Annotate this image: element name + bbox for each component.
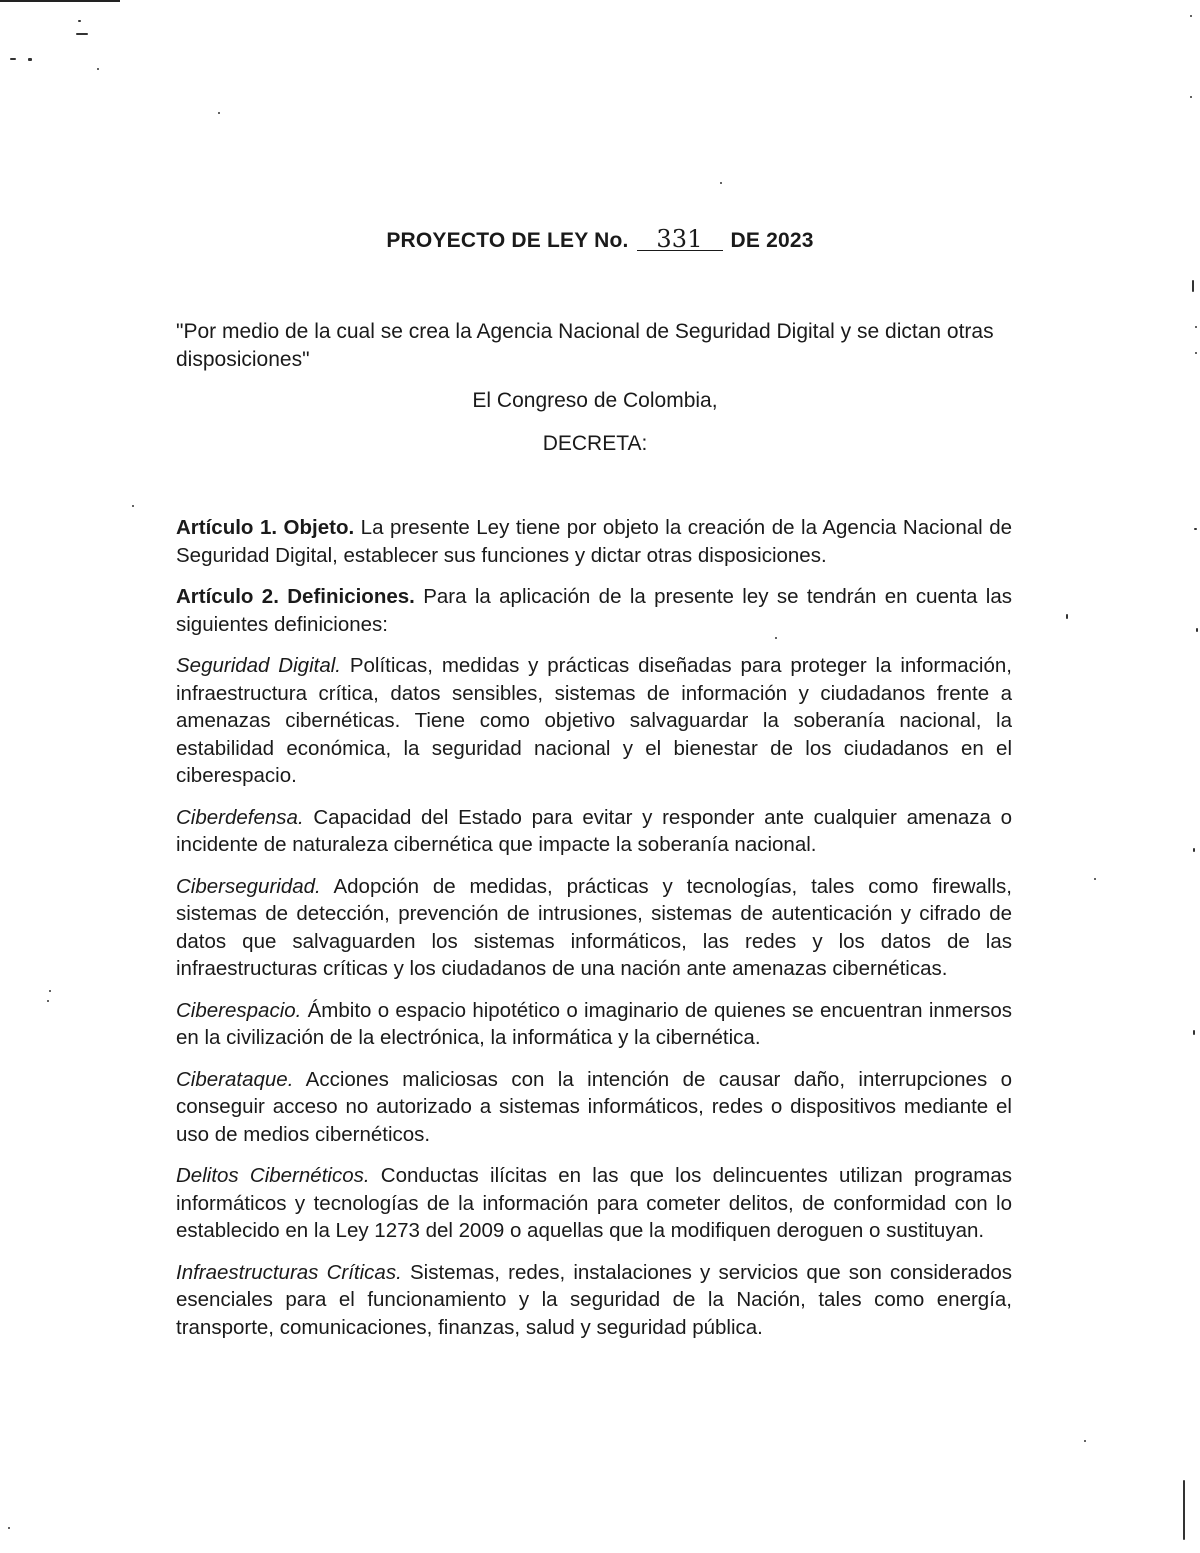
body-paragraph (176, 652, 1012, 790)
scan-speck (78, 20, 81, 22)
scan-speck (49, 990, 51, 992)
definition-term: Infraestructuras Críticas. (176, 1260, 402, 1284)
bill-body (176, 514, 1012, 1355)
definition-term: Ciberataque. (176, 1067, 294, 1091)
article-heading: Artículo 1. Objeto. (176, 516, 355, 539)
paragraph-text: Conductas ilícitas en las que los delincuentes utilizan programas informáticos y tecnologías de la información para cometer delitos, de conformidad con lo establecido en la Ley 1273 del 2009 o aquellas que la modifiquen deroguen o sustituyan. (176, 1164, 1012, 1242)
scan-speck (1195, 352, 1197, 354)
scan-speck (1193, 1030, 1195, 1035)
scan-speck (720, 182, 722, 184)
scan-speck (1094, 878, 1096, 880)
paragraph-text: La presente Ley tiene por objeto la creación de la Agencia Nacional de Seguridad Digital, establecer sus funciones y dictar otras disposiciones. (176, 516, 1012, 567)
title-suffix: DE 2023 (730, 229, 814, 252)
paragraph-text: Políticas, medidas y prácticas diseñadas para proteger la información, infraestructura crítica, datos sensibles, sistemas de información y ciudadanos frente a amenazas cibernéticas. Tiene como objetivo salvaguardar la soberanía nacional, la estabilidad económica, la seguridad nacional y el bienestar de los ciudadanos en el ciberespacio. (176, 654, 1012, 787)
body-paragraph (176, 1259, 1012, 1342)
scan-speck (97, 68, 99, 70)
scan-speck (1066, 614, 1068, 619)
scan-speck (47, 1000, 49, 1002)
scan-speck (28, 58, 32, 61)
body-paragraph (176, 1162, 1012, 1245)
scan-speck (1194, 528, 1197, 530)
scan-speck (1192, 280, 1194, 292)
page-title (0, 225, 1200, 253)
scan-speck (1190, 15, 1192, 17)
scan-speck (1196, 628, 1198, 632)
scan-speck (10, 58, 16, 60)
scan-speck (1183, 1480, 1185, 1540)
scan-edge-mark (0, 0, 120, 2)
body-paragraph (176, 514, 1012, 569)
decree-heading: DECRETA: (542, 432, 648, 455)
body-paragraph (176, 583, 1012, 638)
scan-speck (1193, 848, 1195, 852)
scan-speck (76, 33, 88, 35)
paragraph-text: Ámbito o espacio hipotético o imaginario de quienes se encuentran inmersos en la civilización de la electrónica, la informática y la cibernética. (176, 998, 1012, 1049)
paragraph-text: Adopción de medidas, prácticas y tecnologías, tales como firewalls, sistemas de detección, prevención de intrusiones, sistemas de autenticación y cifrado de datos que salvaguarden los sistemas informáticos, las redes y los datos de las infraestructuras críticas y los ciudadanos de una nación ante amenazas cibernéticas. (176, 874, 1012, 980)
definition-term: Ciberdefensa. (176, 805, 304, 829)
enacting-body: El Congreso de Colombia, (472, 389, 718, 412)
title-prefix: PROYECTO DE LEY No. (386, 229, 629, 252)
definition-term: Ciberespacio. (176, 998, 302, 1022)
scan-speck (8, 1527, 10, 1529)
definition-term: Seguridad Digital. (176, 654, 341, 677)
paragraph-text: Acciones maliciosas con la intención de causar daño, interrupciones o conseguir acceso no autorizado a sistemas informáticos, redes o dispositivos mediante el uso de medios cibernéticos. (176, 1067, 1012, 1146)
body-paragraph (176, 873, 1012, 983)
body-paragraph (176, 804, 1012, 859)
scan-speck (1195, 326, 1197, 328)
handwritten-bill-number: 331 (637, 228, 723, 251)
paragraph-text: Sistemas, redes, instalaciones y servicios que son considerados esenciales para el funcionamiento y la seguridad de la Nación, tales como energía, transporte, comunicaciones, finanzas, salud y seguridad pública. (176, 1260, 1012, 1339)
body-paragraph (176, 997, 1012, 1052)
definition-term: Ciberseguridad. (176, 874, 321, 898)
paragraph-text: Capacidad del Estado para evitar y responder ante cualquier amenaza o incidente de naturaleza cibernética que impacte la soberanía nacional. (176, 805, 1012, 856)
scan-speck (1084, 1440, 1086, 1442)
paragraph-text: Para la aplicación de la presente ley se tendrán en cuenta las siguientes definiciones: (176, 585, 1012, 636)
scan-speck (218, 112, 220, 114)
bill-subtitle: "Por medio de la cual se crea la Agencia Nacional de Seguridad Digital y se dictan otras disposiciones" (176, 320, 994, 371)
body-paragraph (176, 1066, 1012, 1149)
article-heading: Artículo 2. Definiciones. (176, 585, 415, 608)
definition-term: Delitos Cibernéticos. (176, 1164, 370, 1187)
scan-speck (132, 505, 134, 507)
scan-speck (1190, 96, 1192, 98)
